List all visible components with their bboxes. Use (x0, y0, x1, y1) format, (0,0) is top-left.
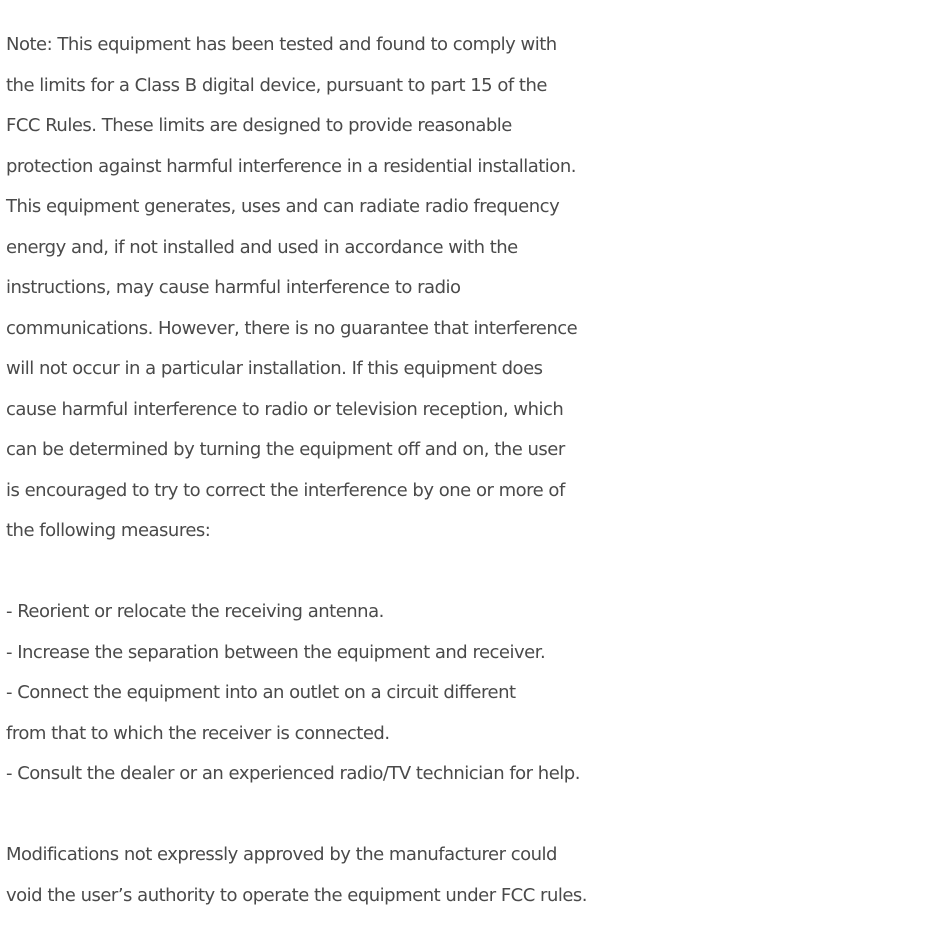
text-line: Note: This equipment has been tested and found to comply with (6, 34, 557, 55)
text-line: void the user’s authority to operate the equipment under FCC rules. (6, 884, 588, 906)
paragraph-gap (6, 795, 946, 836)
list-item: - Connect the equipment into an outlet on a circuit different (6, 682, 516, 703)
text-line: the following measures: (6, 520, 211, 541)
list-item-continuation: from that to which the receiver is connected. (6, 722, 390, 744)
paragraph-gap (6, 552, 946, 593)
list-item: - Consult the dealer or an experienced radio/TV technician for help. (6, 763, 580, 784)
text-line: the limits for a Class B digital device, pursuant to part 15 of the (6, 74, 547, 96)
text-line: can be determined by turning the equipment off and on, the user (6, 439, 565, 460)
list-item: - Reorient or relocate the receiving antenna. (6, 601, 384, 622)
text-line: is encouraged to try to correct the interference by one or more of (6, 479, 565, 501)
text-line: Modifications not expressly approved by the manufacturer could (6, 844, 557, 865)
intro-paragraph (6, 25, 946, 552)
list-item: - Increase the separation between the equipment and receiver. (6, 641, 546, 663)
text-line: energy and, if not installed and used in accordance with the (6, 236, 518, 258)
closing-paragraph (6, 835, 946, 916)
text-line: protection against harmful interference in a residential installation. (6, 155, 576, 177)
text-line: cause harmful interference to radio or television reception, which (6, 398, 564, 420)
text-line: FCC Rules. These limits are designed to provide reasonable (6, 115, 512, 136)
text-line: will not occur in a particular installation. If this equipment does (6, 358, 543, 379)
text-line: communications. However, there is no guarantee that interference (6, 317, 578, 339)
measures-list (6, 592, 946, 795)
text-line: This equipment generates, uses and can radiate radio frequency (6, 196, 560, 217)
fcc-notice (6, 25, 946, 916)
text-line: instructions, may cause harmful interference to radio (6, 277, 461, 298)
